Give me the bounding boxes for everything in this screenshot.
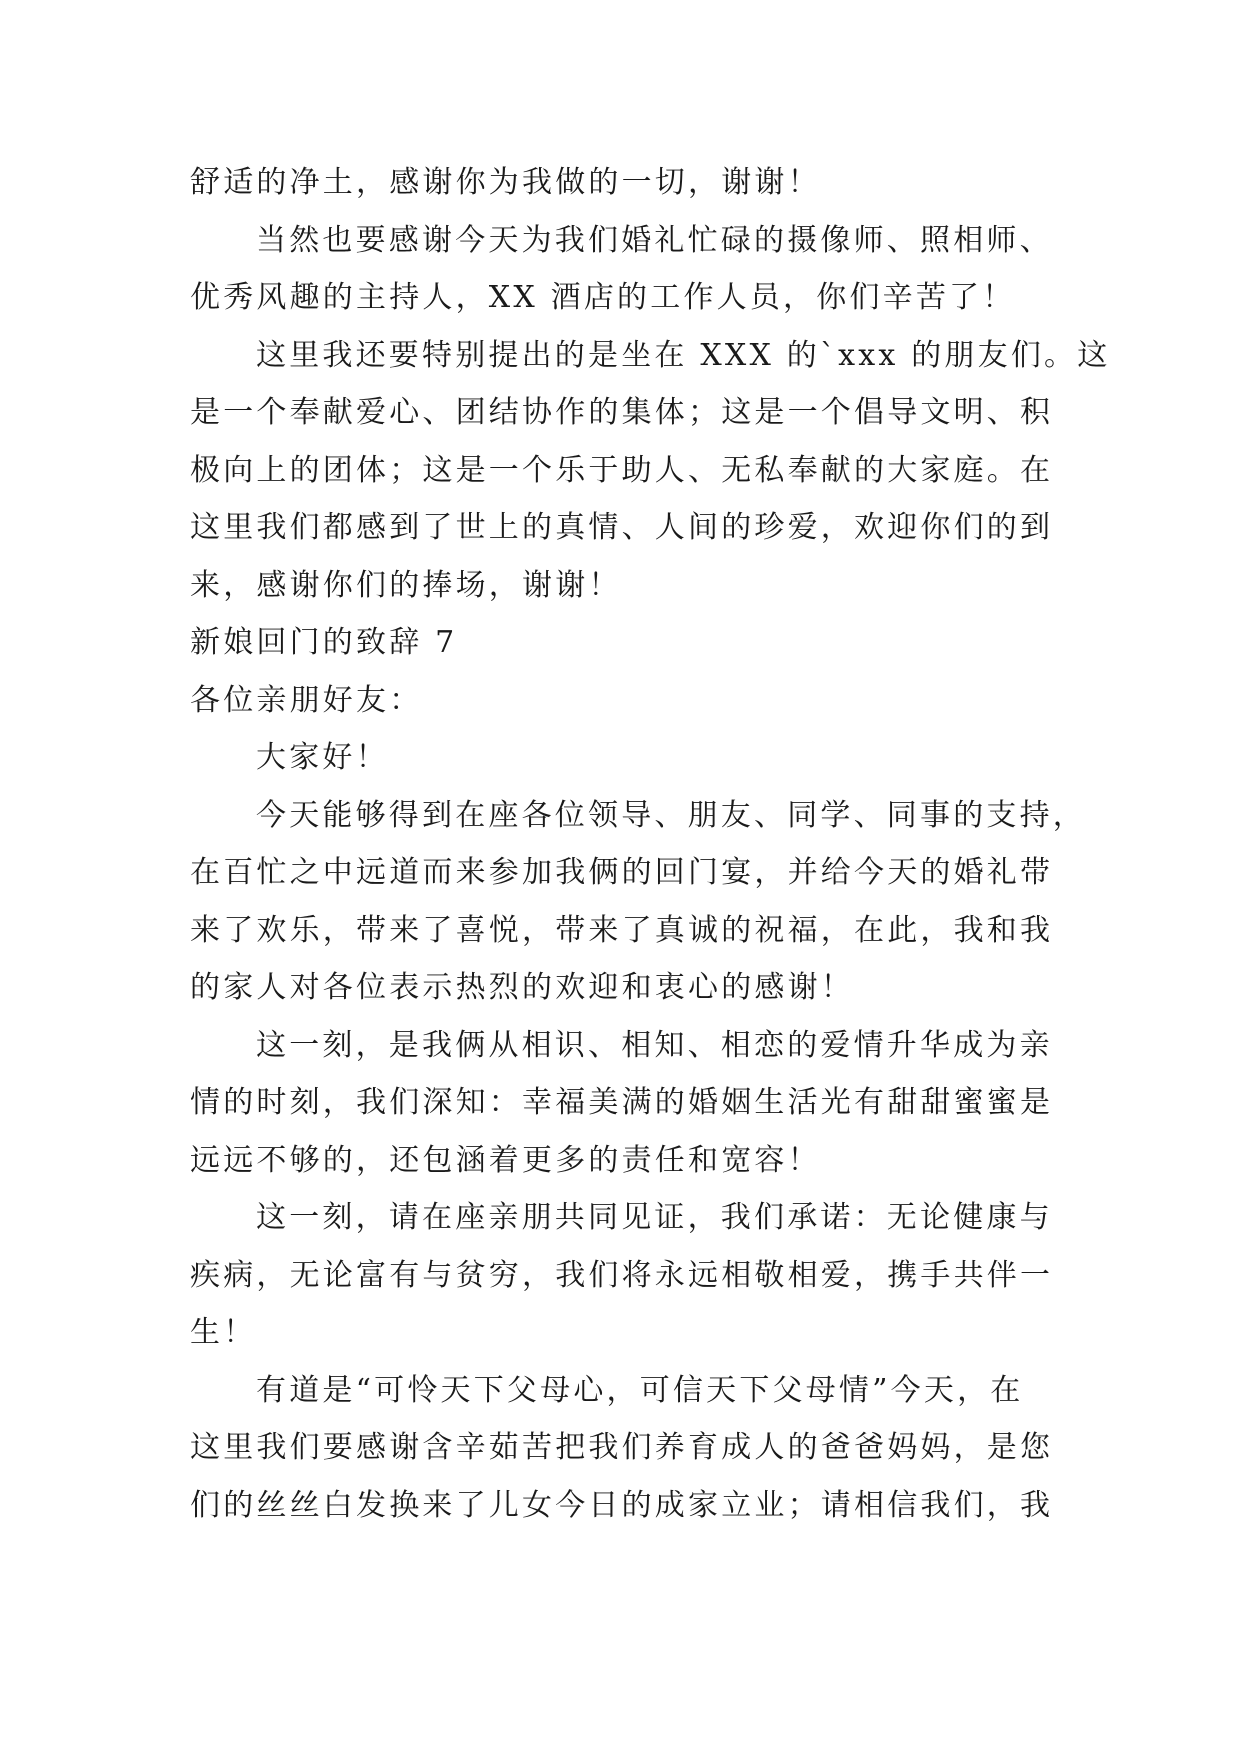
salutation: 各位亲朋好友： <box>190 682 423 718</box>
text-line: 优秀风趣的主持人，XX 酒店的工作人员，你们辛苦了！ <box>190 280 1016 315</box>
text-line: 今天能够得到在座各位领导、朋友、同学、同事的支持， <box>256 797 1086 833</box>
greeting: 大家好！ <box>256 740 389 775</box>
text-line: 极向上的团体；这是一个乐于助人、无私奉献的大家庭。在 <box>190 452 1054 488</box>
text-line: 这一刻，是我俩从相识、相知、相恋的爱情升华成为亲 <box>256 1027 1053 1063</box>
text-line: 来，感谢你们的捧场，谢谢！ <box>190 567 622 603</box>
text-line: 来了欢乐，带来了喜悦，带来了真诚的祝福，在此，我和我 <box>190 912 1054 948</box>
text-line: 这里我们都感到了世上的真情、人间的珍爱，欢迎你们的到 <box>190 510 1054 545</box>
text-line: 生！ <box>190 1315 257 1350</box>
text-line: 当然也要感谢今天为我们婚礼忙碌的摄像师、照相师、 <box>256 222 1053 258</box>
text-line: 是一个奉献爱心、团结协作的集体；这是一个倡导文明、积 <box>190 395 1054 430</box>
text-line: 这里我们要感谢含辛茹苦把我们养育成人的爸爸妈妈，是您 <box>190 1430 1054 1465</box>
text-line: 们的丝丝白发换来了儿女今日的成家立业；请相信我们，我 <box>190 1487 1054 1523</box>
text-line: 在百忙之中远道而来参加我俩的回门宴，并给今天的婚礼带 <box>190 855 1054 890</box>
text-line: 远远不够的，还包涵着更多的责任和宽容！ <box>190 1142 821 1178</box>
text-line: 舒适的净土，感谢你为我做的一切，谢谢！ <box>190 165 821 200</box>
text-line: 有道是“可怜天下父母心，可信天下父母情”今天，在 <box>256 1372 1024 1408</box>
text-line: 这里我还要特别提出的是坐在 XXX 的`xxx 的朋友们。这 <box>256 337 1111 373</box>
text-line: 这一刻，请在座亲朋共同见证，我们承诺：无论健康与 <box>256 1200 1053 1235</box>
text-line: 情的时刻，我们深知：幸福美满的婚姻生活光有甜甜蜜蜜是 <box>190 1085 1054 1120</box>
text-line: 的家人对各位表示热烈的欢迎和衷心的感谢！ <box>190 970 854 1005</box>
document-body <box>190 154 1111 1534</box>
text-line: 疾病，无论富有与贫穷，我们将永远相敬相爱，携手共伴一 <box>190 1257 1054 1293</box>
section-heading: 新娘回门的致辞 7 <box>190 625 458 660</box>
